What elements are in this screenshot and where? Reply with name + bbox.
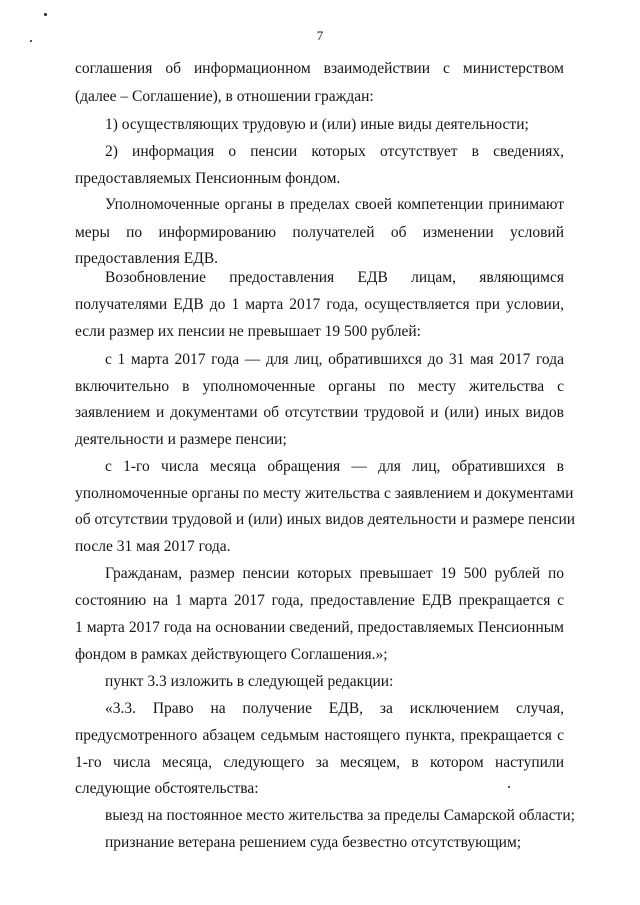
page-number: 7	[316, 28, 324, 43]
text-line: заявлением и документами об отсутствии трудовой и (или) иных видов	[75, 404, 564, 421]
text-line: с 1 марта 2017 года — для лиц, обратившихся до 31 мая 2017 года	[105, 351, 564, 368]
text-line: после 31 мая 2017 года.	[75, 538, 231, 555]
text-line: Возобновление предоставления ЕДВ лицам, являющимся	[105, 269, 564, 286]
text-line: 1 марта 2017 года на основании сведений, предоставляемых Пенсионным	[75, 619, 564, 636]
text-line: уполномоченные органы по месту жительства с заявлением и документами	[75, 485, 574, 502]
text-line: деятельности и размере пенсии;	[75, 431, 287, 448]
text-line: предоставляемых Пенсионным фондом.	[75, 170, 341, 187]
scan-mark-1	[44, 13, 47, 16]
text-line: следующие обстоятельства:	[75, 780, 259, 797]
text-line: меры по информированию получателей об изменении условий	[75, 224, 564, 241]
text-line: включительно в уполномоченные органы по месту жительства с	[75, 378, 564, 395]
text-line: предусмотренного абзацем седьмым настоящего пункта, прекращается с	[75, 727, 564, 744]
text-line: (далее – Соглашение), в отношении граждан:	[75, 88, 374, 105]
text-line: выезд на постоянное место жительства за пределы Самарской области;	[105, 807, 575, 824]
text-line: если размер их пенсии не превышает 19 500 рублей:	[75, 323, 421, 340]
text-line: Уполномоченные органы в пределах своей компетенции принимают	[105, 196, 564, 213]
text-line: фондом в рамках действующего Соглашения.»;	[75, 646, 388, 663]
text-line: Гражданам, размер пенсии которых превышает 19 500 рублей по	[105, 565, 564, 582]
text-line: пункт 3.3 изложить в следующей редакции:	[105, 673, 394, 690]
text-line: с 1-го числа месяца обращения — для лиц, обратившихся в	[105, 458, 564, 475]
text-line: предоставления ЕДВ.	[75, 250, 219, 267]
text-line: признание ветерана решением суда безвестно отсутствующим;	[105, 834, 522, 851]
text-line: соглашения об информационном взаимодействии с министерством	[75, 60, 564, 77]
text-line: об отсутствии трудовой и (или) иных видов деятельности и размере пенсии	[75, 511, 576, 528]
text-line: «3.3. Право на получение ЕДВ, за исключением случая,	[105, 700, 564, 717]
text-line: состоянию на 1 марта 2017 года, предоставление ЕДВ прекращается с	[75, 592, 564, 609]
text-line: получателями ЕДВ до 1 марта 2017 года, осуществляется при условии,	[75, 296, 564, 313]
text-line: 2) информация о пенсии которых отсутствует в сведениях,	[105, 143, 564, 160]
text-line: 1-го числа месяца, следующего за месяцем, в котором наступили	[75, 754, 564, 771]
text-line: 1) осуществляющих трудовую и (или) иные виды деятельности;	[105, 116, 529, 133]
